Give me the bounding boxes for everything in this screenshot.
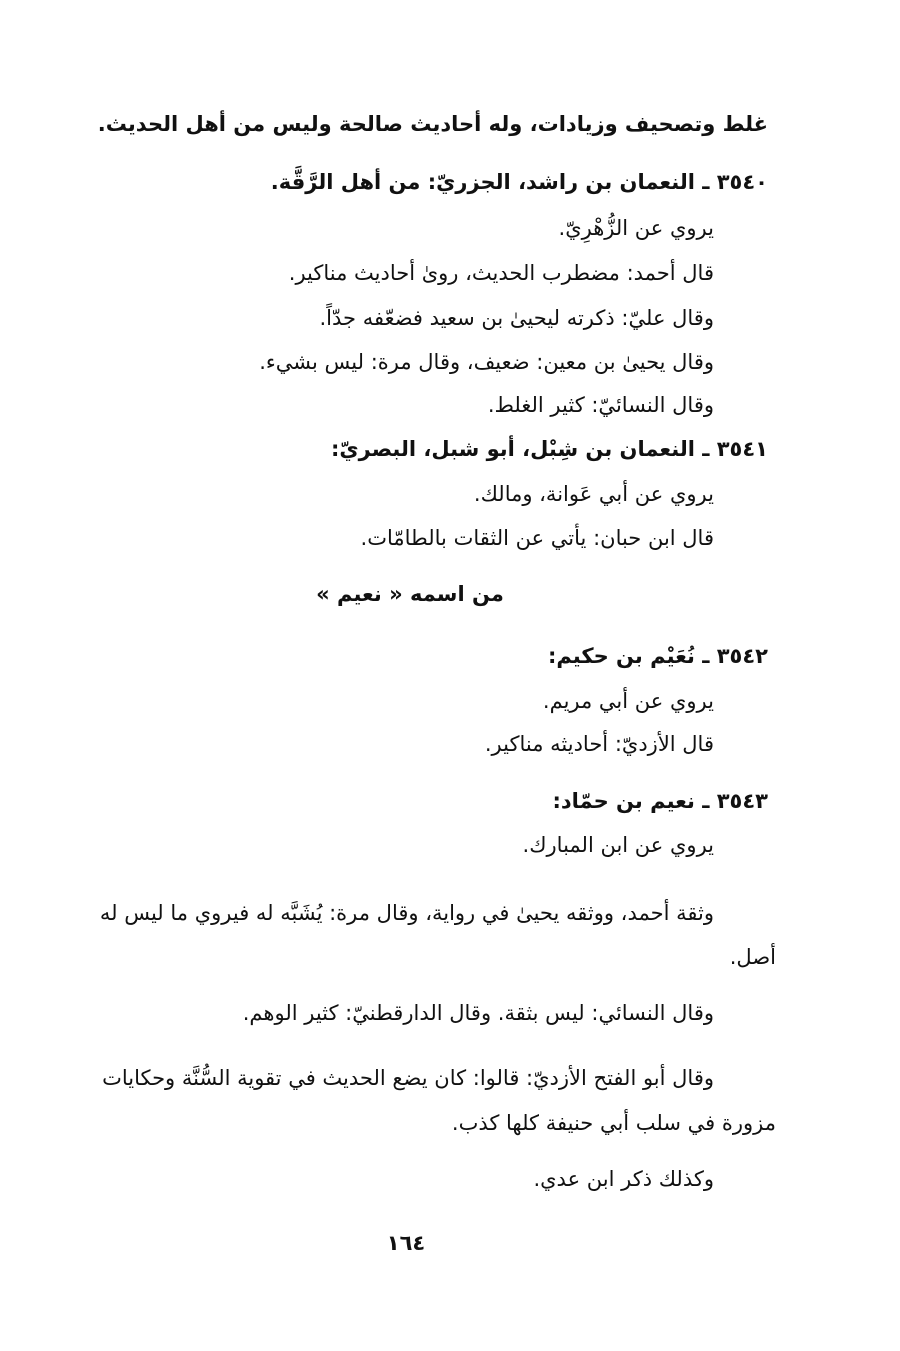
- entry-heading-3543: ٣٥٤٣ ـ نعيم بن حمّاد:: [552, 789, 768, 813]
- text-line: قال أحمد: مضطرب الحديث، روىٰ أحاديث مناكير.: [288, 261, 714, 285]
- text-line: أصل.: [729, 945, 776, 969]
- text-line: مزورة في سلب أبي حنيفة كلها كذب.: [451, 1111, 776, 1135]
- text-line: غلط وتصحيف وزيادات، وله أحاديث صالحة وليس من أهل الحديث.: [97, 112, 768, 136]
- text-line: وثقة أحمد، ووثقه يحيىٰ في رواية، وقال مرة: يُشَبَّه له فيروي ما ليس له: [99, 901, 714, 925]
- section-heading: من اسمه « نعيم »: [316, 582, 504, 606]
- text-line: وقال النسائي: ليس بثقة. وقال الدارقطنيّ: كثير الوهم.: [242, 1001, 714, 1025]
- text-line: قال الأزديّ: أحاديثه مناكير.: [484, 732, 714, 756]
- text-line: وقال أبو الفتح الأزديّ: قالوا: كان يضع الحديث في تقوية السُّنَّة وحكايات: [102, 1066, 714, 1090]
- text-line: وقال النسائيّ: كثير الغلط.: [487, 393, 714, 417]
- text-line: يروي عن أبي عَوانة، ومالك.: [473, 482, 714, 506]
- text-line: وكذلك ذكر ابن عدي.: [533, 1167, 714, 1191]
- entry-heading-3540: ٣٥٤٠ ـ النعمان بن راشد، الجزريّ: من أهل الرَّقَّة.: [270, 170, 768, 194]
- entry-heading-3541: ٣٥٤١ ـ النعمان بن شِبْل، أبو شبل، البصريّ:: [330, 437, 768, 461]
- text-line: يروي عن الزُّهْرِيّ.: [558, 216, 714, 240]
- entry-heading-3542: ٣٥٤٢ ـ نُعَيْم بن حكيم:: [547, 644, 768, 668]
- text-line: يروي عن أبي مريم.: [542, 689, 714, 713]
- text-line: وقال عليّ: ذكرته ليحيىٰ بن سعيد فضعّفه جدّاً.: [319, 306, 714, 330]
- text-line: يروي عن ابن المبارك.: [522, 833, 714, 857]
- page-number: ١٦٤: [386, 1231, 426, 1255]
- text-line: قال ابن حبان: يأتي عن الثقات بالطامّات.: [360, 526, 714, 550]
- text-line: وقال يحيىٰ بن معين: ضعيف، وقال مرة: ليس بشيء.: [259, 350, 714, 374]
